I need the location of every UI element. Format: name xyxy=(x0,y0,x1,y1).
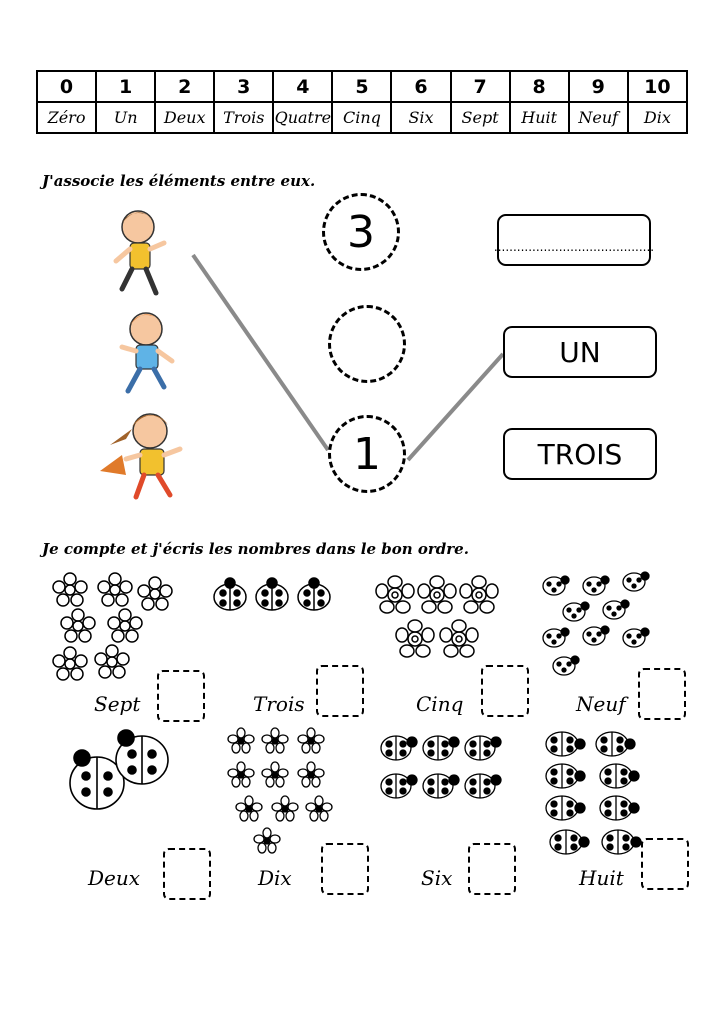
word-box: TROIS xyxy=(503,428,657,480)
number-word-cell: Six xyxy=(391,102,450,133)
number-word-cell: Huit xyxy=(510,102,569,133)
flowers-icon xyxy=(228,728,338,863)
section1-instruction: J'associe les éléments entre eux. xyxy=(42,172,316,190)
number-word-label: Sept xyxy=(94,692,141,716)
number-word-label: Trois xyxy=(253,692,305,716)
number-word-label: Cinq xyxy=(416,692,464,716)
number-word-cell: Un xyxy=(96,102,155,133)
number-word-cell: Sept xyxy=(451,102,510,133)
number-circle-empty[interactable] xyxy=(328,305,406,383)
number-circle: 3 xyxy=(322,193,400,271)
word-box-blank[interactable] xyxy=(493,214,655,266)
number-word-cell: Zéro xyxy=(37,102,96,133)
answer-box[interactable] xyxy=(157,670,205,722)
number-word-label: Neuf xyxy=(576,692,626,716)
answer-box[interactable] xyxy=(316,665,364,717)
number-word-cell: Quatre xyxy=(273,102,332,133)
number-cell: 5 xyxy=(332,71,391,102)
ladybugs-icon xyxy=(542,728,657,858)
number-cell: 7 xyxy=(451,71,510,102)
flowers-icon xyxy=(52,572,177,687)
ladybugs-icon xyxy=(540,572,660,682)
number-cell: 9 xyxy=(569,71,628,102)
answer-box[interactable] xyxy=(468,843,516,895)
answer-box[interactable] xyxy=(638,668,686,720)
number-cell: 8 xyxy=(510,71,569,102)
number-word-cell: Cinq xyxy=(332,102,391,133)
answer-box[interactable] xyxy=(481,665,529,717)
number-word-cell: Neuf xyxy=(569,102,628,133)
ladybugs-icon xyxy=(378,730,503,810)
number-cell: 4 xyxy=(273,71,332,102)
number-cell: 2 xyxy=(155,71,214,102)
word-box: UN xyxy=(503,326,657,378)
number-word-cell: Deux xyxy=(155,102,214,133)
number-word-cell: Trois xyxy=(214,102,273,133)
number-cell: 10 xyxy=(628,71,687,102)
flowers-icon xyxy=(375,575,505,665)
ladybugs-icon xyxy=(62,728,177,818)
answer-box[interactable] xyxy=(163,848,211,900)
ladybugs-icon xyxy=(210,575,340,615)
number-cell: 3 xyxy=(214,71,273,102)
number-word-label: Dix xyxy=(258,866,292,890)
number-word-label: Six xyxy=(421,866,453,890)
number-word-cell: Dix xyxy=(628,102,687,133)
answer-box[interactable] xyxy=(641,838,689,890)
number-cell: 6 xyxy=(391,71,450,102)
answer-box[interactable] xyxy=(321,843,369,895)
number-circle: 1 xyxy=(328,415,406,493)
section2-instruction: Je compte et j'écris les nombres dans le bon ordre. xyxy=(42,540,469,558)
number-cell: 0 xyxy=(37,71,96,102)
number-word-label: Huit xyxy=(579,866,624,890)
blank-dots: .......................................... xyxy=(493,240,655,254)
number-word-label: Deux xyxy=(88,866,141,890)
number-cell: 1 xyxy=(96,71,155,102)
